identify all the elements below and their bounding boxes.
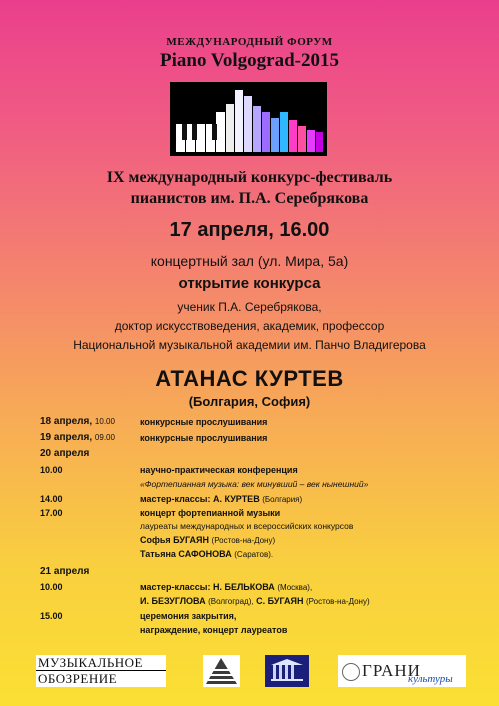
sponsor-line1: МУЗЫКАЛЬНОЕ xyxy=(38,655,143,670)
schedule-day-20: 20 апреля xyxy=(40,448,90,459)
forum-title: Piano Volgograd-2015 xyxy=(160,50,339,71)
schedule-event-f: церемония закрытия, xyxy=(140,611,237,621)
guest-bio-line1: ученик П.А. Серебрякова, xyxy=(177,300,322,314)
performer-note: (Ростов-на-Дону) xyxy=(211,536,276,545)
schedule-event-e xyxy=(140,582,312,592)
event-note: (Москва), xyxy=(277,583,313,592)
guest-name: АТАНАС КУРТЕВ xyxy=(155,366,344,391)
schedule-row-19 xyxy=(40,432,115,443)
performer-name: С. БУГАЯН xyxy=(256,596,304,606)
sponsor-line2: ОБОЗРЕНИЕ xyxy=(36,670,166,686)
schedule-event-b xyxy=(140,494,302,504)
row-time: 10.00 xyxy=(94,417,115,426)
row-time: 09.00 xyxy=(94,433,115,442)
schedule-sub-c: лауреаты международных и всероссийских конкурсов xyxy=(140,521,354,531)
schedule-event-e2 xyxy=(140,596,370,606)
contest-title-line2: пианистов им. П.А. Серебрякова xyxy=(130,190,369,207)
sponsor-muzykalnoe-obozrenie xyxy=(36,655,166,687)
piano-equalizer-logo xyxy=(170,82,327,156)
sponsor-main-text: ГРАНИ xyxy=(362,661,421,680)
schedule-event-19: конкурсные прослушивания xyxy=(140,433,268,443)
sponsor-sub-text: культуры xyxy=(408,673,453,685)
sponsor-blue-logo xyxy=(265,655,309,687)
opening-event: открытие конкурса xyxy=(178,275,321,292)
schedule-day-21: 21 апреля xyxy=(40,566,90,577)
schedule-time-c: 17.00 xyxy=(40,508,63,518)
guest-bio-line3: Национальной музыкальной академии им. Панчо Владигерова xyxy=(73,338,426,352)
schedule-event-18: конкурсные прослушивания xyxy=(140,417,268,427)
guest-bio-line2: доктор искусствоведения, академик, профессор xyxy=(114,319,385,333)
schedule-event-a: научно-практическая конференция xyxy=(140,465,298,475)
sponsor-grani-kultury xyxy=(338,655,466,687)
performer-name: И. БЕЗУГЛОВА xyxy=(140,596,206,606)
building-icon xyxy=(265,655,309,687)
schedule-sub-a: «Фортепианная музыка: век минувший – век нынешний» xyxy=(140,479,369,489)
pyramid-icon xyxy=(203,655,240,687)
piano-keys-graphic xyxy=(170,82,327,156)
sponsor-pyramid-logo xyxy=(203,655,240,687)
schedule-time-f: 15.00 xyxy=(40,611,63,621)
row-date: 19 апреля, xyxy=(40,432,93,443)
event-text: мастер-классы: Н. БЕЛЬКОВА xyxy=(140,582,275,592)
performer-note: (Саратов). xyxy=(234,550,274,559)
event-text: мастер-классы: А. КУРТЕВ xyxy=(140,494,260,504)
schedule-performer-2 xyxy=(140,549,273,559)
event-note: (Болгария) xyxy=(262,495,303,504)
theatre-mask-icon xyxy=(342,663,360,681)
performer-note: (Волгоград), xyxy=(208,597,254,606)
row-date: 18 апреля, xyxy=(40,416,93,427)
schedule-time-a: 10.00 xyxy=(40,465,63,475)
performer-note: (Ростов-на-Дону) xyxy=(306,597,370,606)
schedule-row-18 xyxy=(40,416,115,427)
schedule-sub-f: награждение, концерт лауреатов xyxy=(140,625,288,635)
opening-venue: концертный зал (ул. Мира, 5а) xyxy=(150,253,349,269)
schedule-performer-1 xyxy=(140,535,275,545)
schedule-time-e: 10.00 xyxy=(40,582,63,592)
schedule-event-c: концерт фортепианной музыки xyxy=(140,508,281,518)
opening-date-time: 17 апреля, 16.00 xyxy=(169,219,330,241)
guest-origin: (Болгария, София) xyxy=(188,394,311,409)
contest-title-line1: IX международный конкурс-фестиваль xyxy=(106,169,393,186)
schedule-time-b: 14.00 xyxy=(40,494,63,504)
performer-name: Софья БУГАЯН xyxy=(140,535,210,545)
performer-name: Татьяна САФОНОВА xyxy=(140,549,232,559)
forum-label: МЕЖДУНАРОДНЫЙ ФОРУМ xyxy=(166,36,333,48)
